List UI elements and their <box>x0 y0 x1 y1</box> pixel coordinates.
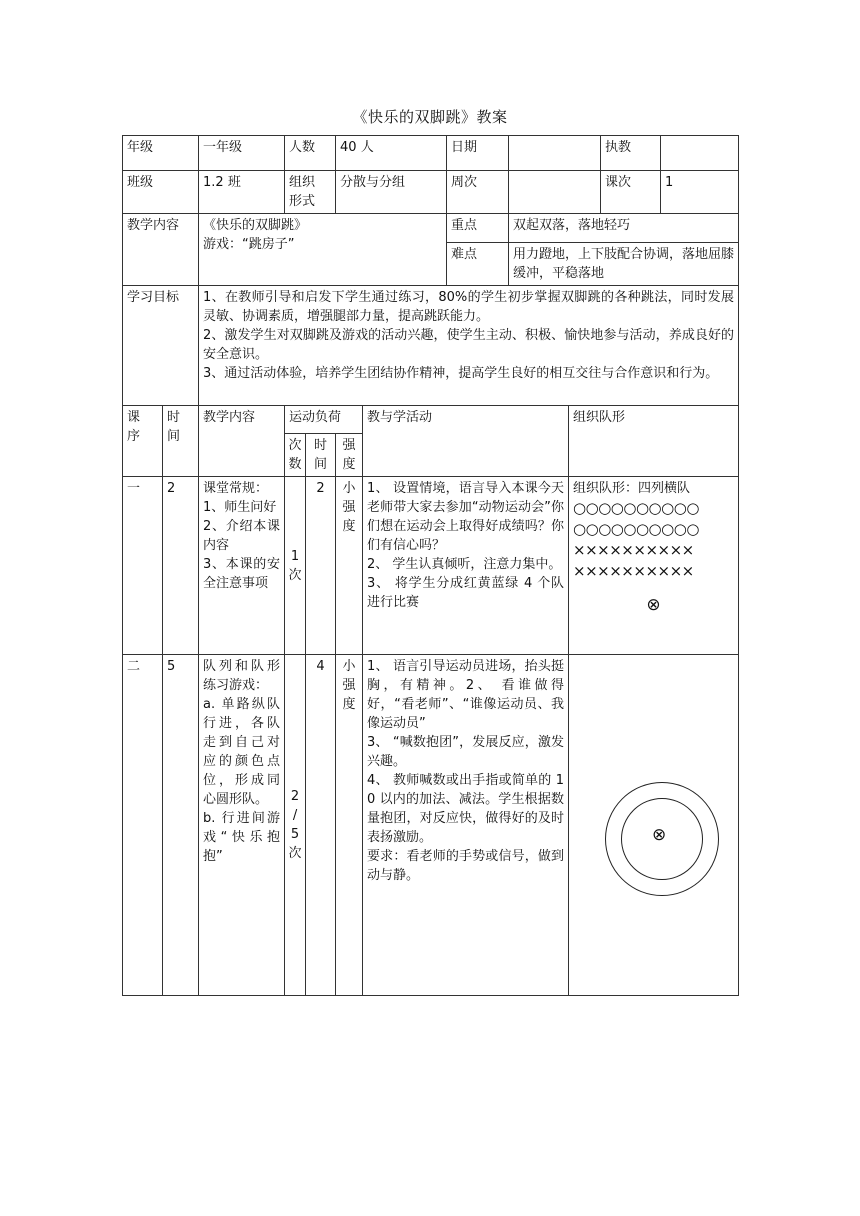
grade-value: 一年级 <box>199 136 285 171</box>
objectives-label: 学习目标 <box>123 286 199 406</box>
formation-row-4: ×××××××××× <box>573 562 694 580</box>
date-value <box>509 136 601 171</box>
row2-times: 2 / 5 次 <box>285 655 306 996</box>
row1-intensity: 小 强 度 <box>336 477 363 655</box>
page-title: 《快乐的双脚跳》教案 <box>352 108 508 126</box>
count-value: 40 人 <box>336 136 447 171</box>
formation-row-1: ○○○○○○○○○○ <box>573 499 699 517</box>
row2-formation <box>569 655 739 996</box>
formation-diagram <box>573 498 734 582</box>
teacher-position-icon: ⊗ <box>652 825 667 845</box>
teacher-position-icon: ⊗ <box>646 595 661 615</box>
row2-intensity: 小 强 度 <box>336 655 363 996</box>
grade-label: 年级 <box>123 136 199 171</box>
row1-time: 2 <box>163 477 199 655</box>
row2-activity: 1、 语言引导运动员进场，抬头挺胸，有精神。2、 看谁做得好，“看老师”、“谁像运动员、我像运动员” 3、 “喊数抱团”，发展反应，激发兴趣。 4、 教师喊数或出手指或简单的 10 以内的加法、减法。学生根据数量抱团，对反应快，做得好的及时表扬激励。 要求：看老师的手势或信号，做到动与静。 <box>363 655 569 996</box>
lesson-row-2 <box>123 655 739 996</box>
content-value: 《快乐的双脚跳》 游戏：“跳房子” <box>199 214 447 286</box>
row2-time: 5 <box>163 655 199 996</box>
row1-content: 课堂常规： 1、师生问好 2、介绍本课内容 3、本课的安全注意事项 <box>199 477 285 655</box>
content-row-1 <box>123 214 739 243</box>
formation-row-3: ×××××××××× <box>573 541 694 559</box>
objectives-text: 1、在教师引导和启发下学生通过练习，80%的学生初步掌握双脚跳的各种跳法，同时发展灵敏、协调素质，增强腿部力量，提高跳跃能力。 2、激发学生对双脚跳及游戏的活动兴趣，使学生主动、积极、愉快地参与活动，养成良好的 安全意识。 3、通过活动体验，培养学生团结协作精神，提高学生良好的相互交往与合作意识和行为。 <box>199 286 739 406</box>
date-label: 日期 <box>447 136 509 171</box>
col-duration: 时 间 <box>306 434 336 477</box>
lesson-plan-table <box>122 135 739 996</box>
col-formation: 组织队形 <box>569 406 739 477</box>
formation-row-2: ○○○○○○○○○○ <box>573 520 699 538</box>
columns-row-1 <box>123 406 739 434</box>
col-content: 教学内容 <box>199 406 285 477</box>
row2-order: 二 <box>123 655 163 996</box>
col-order: 课 序 <box>123 406 163 477</box>
row2-content: 队列和队形练习游戏： a. 单路纵队行进，各队走到自己对应的颜色点位，形成同心圆形队。 b. 行进间游戏“快乐抱抱” <box>199 655 285 996</box>
class-label: 班级 <box>123 171 199 214</box>
formation-title: 组织队形：四列横队 <box>573 481 691 496</box>
key-value: 双起双落，落地轻巧 <box>509 214 739 243</box>
row2-duration: 4 <box>306 655 336 996</box>
org-value: 分散与分组 <box>336 171 447 214</box>
lesson-row-1 <box>123 477 739 655</box>
difficulty-value: 用力蹬地，上下肢配合协调，落地屈膝缓冲，平稳落地 <box>509 243 739 286</box>
lesson-label: 课次 <box>601 171 661 214</box>
class-value: 1.2 班 <box>199 171 285 214</box>
col-intensity: 强 度 <box>336 434 363 477</box>
difficulty-label: 难点 <box>447 243 509 286</box>
row1-formation <box>569 477 739 655</box>
objectives-row <box>123 286 739 406</box>
header-row-2 <box>123 171 739 214</box>
col-time: 时 间 <box>163 406 199 477</box>
col-times: 次 数 <box>285 434 306 477</box>
teacher-label: 执教 <box>601 136 661 171</box>
week-label: 周次 <box>447 171 509 214</box>
teacher-value <box>661 136 739 171</box>
row1-order: 一 <box>123 477 163 655</box>
lesson-value: 1 <box>661 171 739 214</box>
col-load: 运动负荷 <box>285 406 363 434</box>
key-label: 重点 <box>447 214 509 243</box>
col-activity: 教与学活动 <box>363 406 569 477</box>
row1-duration: 2 <box>306 477 336 655</box>
org-label: 组织 形式 <box>285 171 336 214</box>
content-label: 教学内容 <box>123 214 199 286</box>
week-value <box>509 171 601 214</box>
row1-activity: 1、 设置情境，语言导入本课今天老师带大家去参加“动物运动会”你们想在运动会上取得好成绩吗？你们有信心吗？ 2、 学生认真倾听，注意力集中。 3、 将学生分成红黄蓝绿 4 个队进行比赛 <box>363 477 569 655</box>
concentric-circle-diagram <box>573 657 734 976</box>
count-label: 人数 <box>285 136 336 171</box>
header-row-1 <box>123 136 739 171</box>
row1-times: 1 次 <box>285 477 306 655</box>
